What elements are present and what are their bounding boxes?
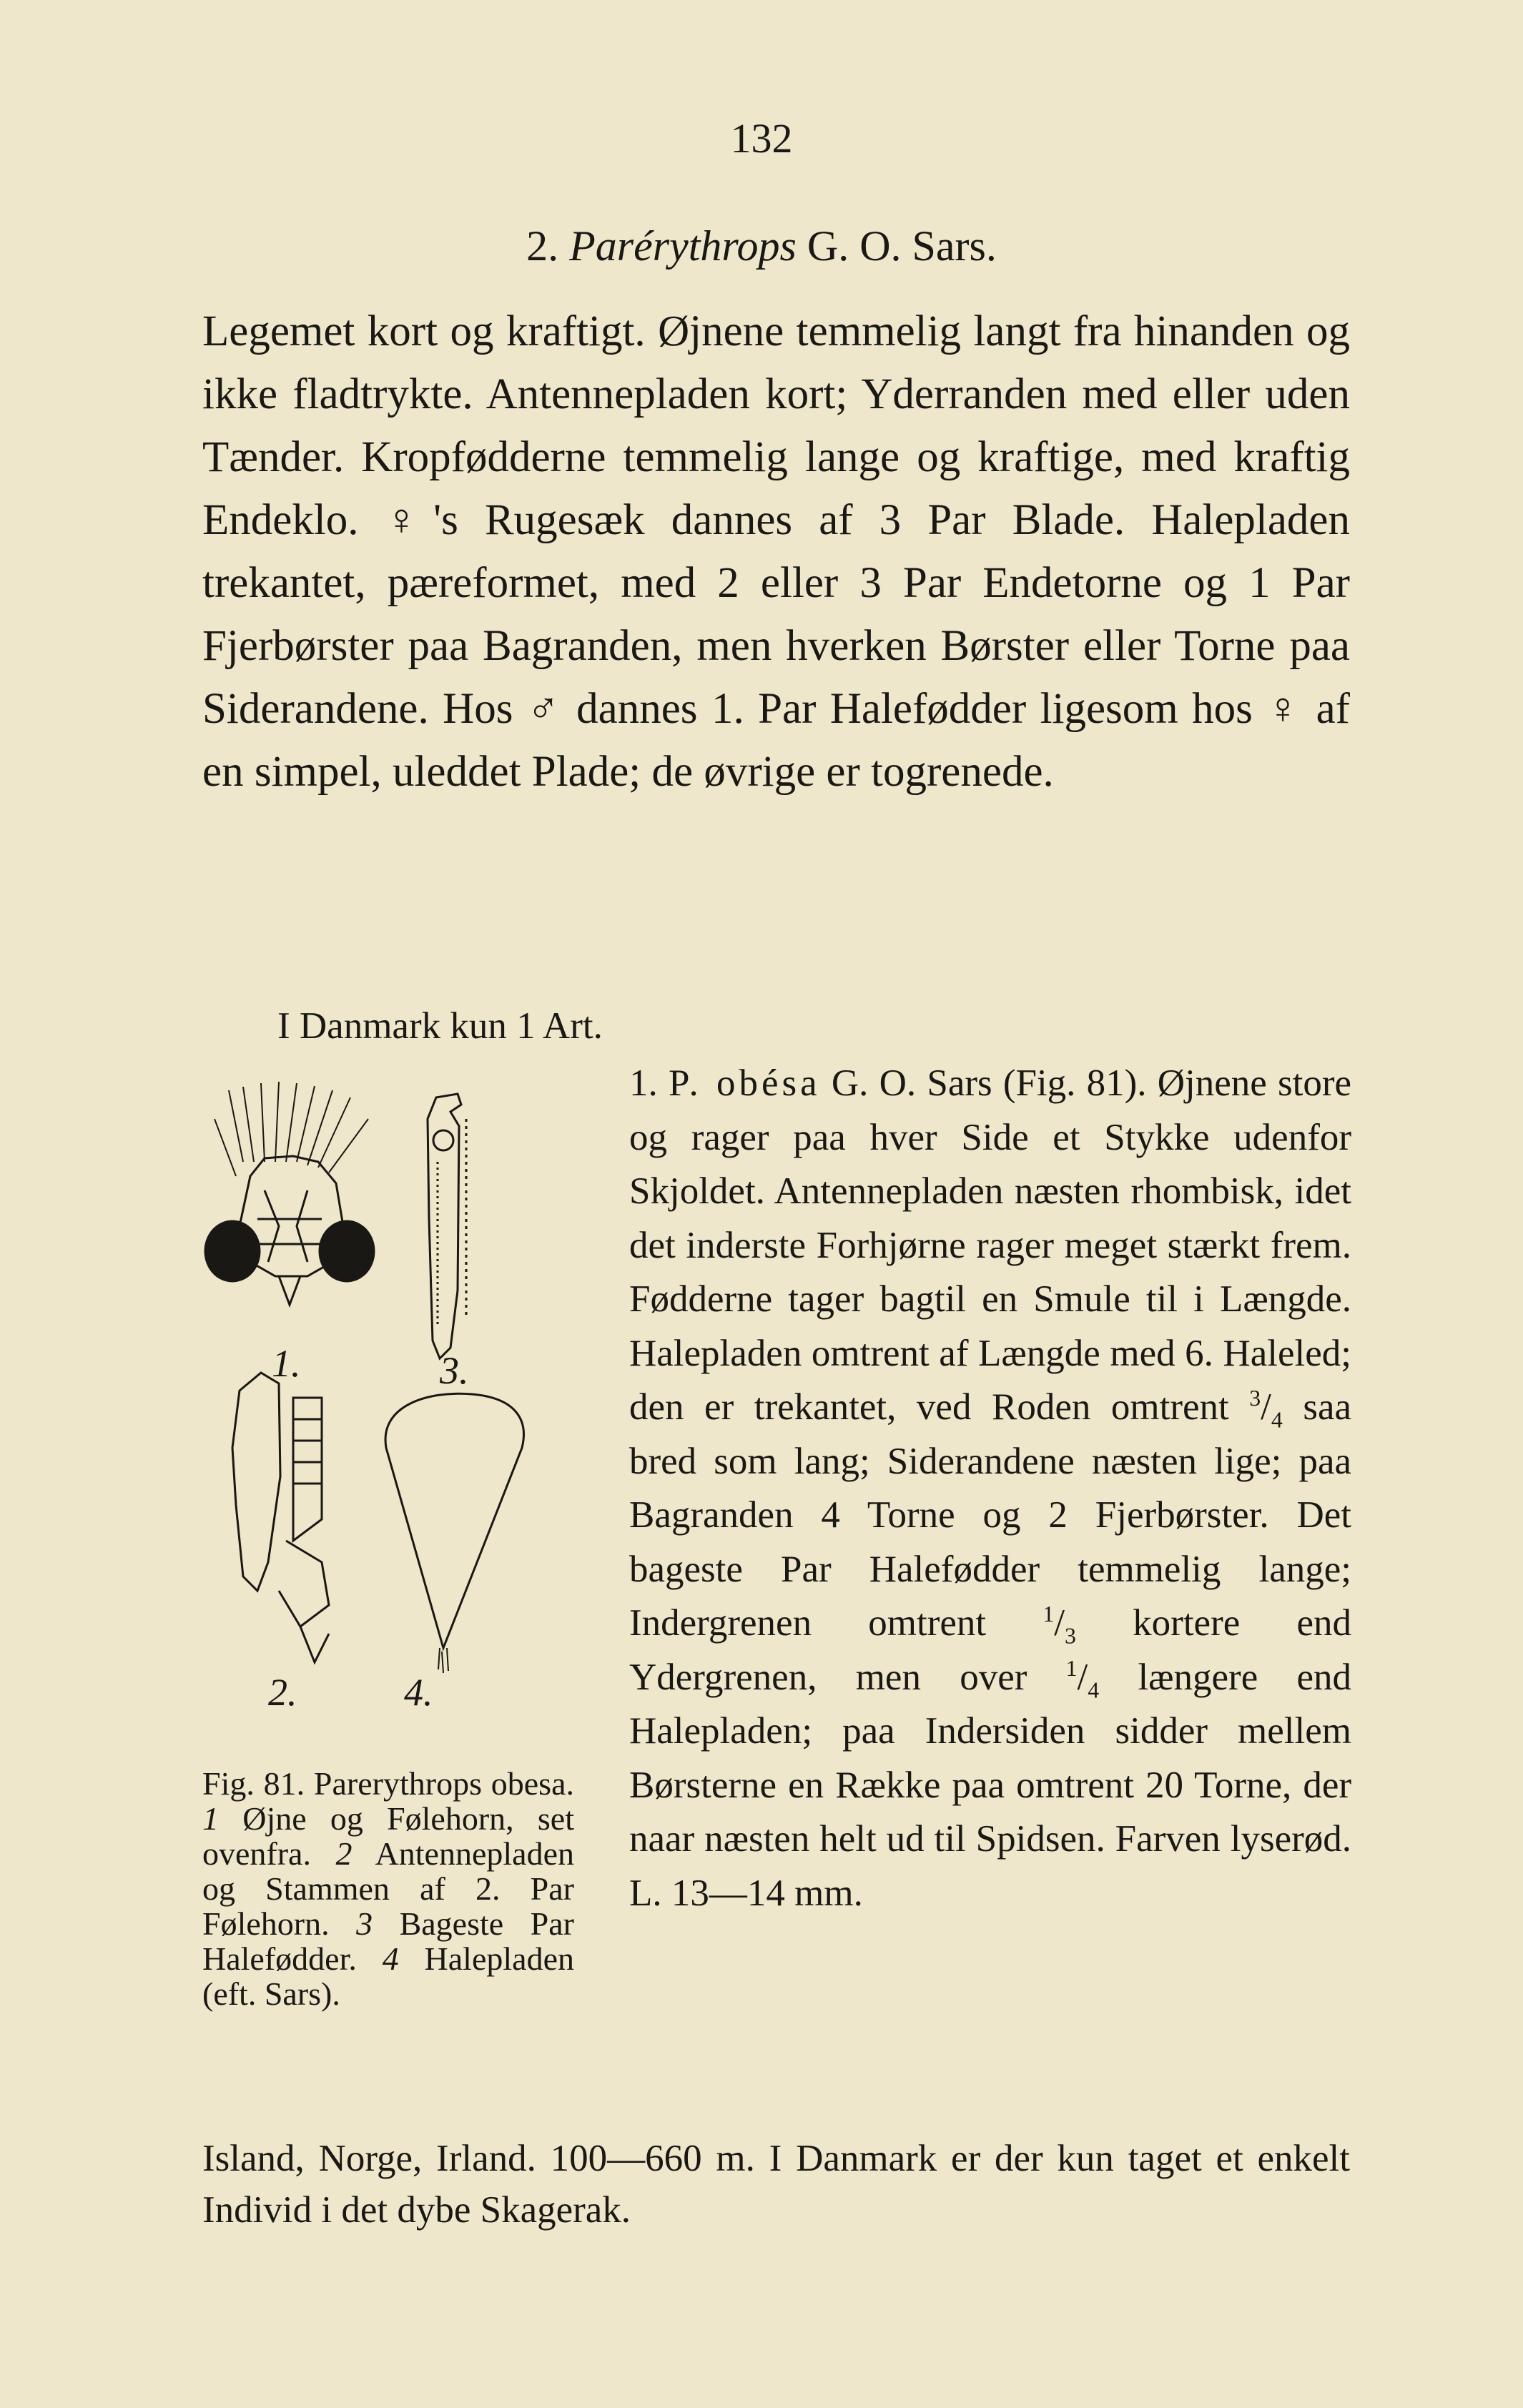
caption-num-2: 2 xyxy=(335,1835,353,1872)
fig-part-4-telson xyxy=(385,1393,523,1673)
species-name: P. obésa xyxy=(668,1062,821,1104)
species-number: 1. xyxy=(629,1062,658,1104)
genus-author: G. O. Sars. xyxy=(807,222,997,270)
fraction-b-den: 3 xyxy=(1065,1623,1076,1649)
caption-num-1: 1 xyxy=(202,1800,219,1837)
fig-label-4: 4. xyxy=(404,1671,433,1714)
genus-description-text: Legemet kort og kraftigt. Øjnene temmelig langt fra hinanden og ikke fladtrykte. Antennepladen kort; Yderranden med eller uden Tænder. Kropfødderne temmelig lange og kraftige, med kraftig Endeklo. ♀'s Rugesæk dannes af 3 Par Blade. Halepladen trekantet, pæreformet, med 2 eller 3 Par Endetorne og 1 Par Fjerbørster paa Bagranden, men hverken Børster eller Torne paa Siderandene. Hos ♂ dannes 1. Par Halefødder ligesom hos ♀ af en simpel, uleddet Plade; de øvrige er togrenede. xyxy=(202,307,1350,796)
genus-description xyxy=(202,300,1350,804)
denmark-count: I Danmark kun 1 Art. xyxy=(277,1005,603,1047)
fraction-b-num: 1 xyxy=(1043,1601,1055,1627)
fraction-c-den: 4 xyxy=(1088,1677,1100,1703)
species-ref: G. O. Sars (Fig. 81). xyxy=(831,1062,1147,1104)
fig-part-3-tail-appendages xyxy=(428,1094,466,1358)
distribution-text: Island, Norge, Irland. 100—660 m. I Danmark er der kun taget et enkelt Individ i det dybe Skagerak. xyxy=(202,2138,1350,2231)
caption-text-4: Halepladen (eft. Sars). xyxy=(202,1940,574,2012)
fig-label-3: 3. xyxy=(440,1349,469,1392)
species-text-d: længere end Halepladen; paa Indersiden sidder mellem Børsterne en Række paa omtrent 20 Torne, der naar næsten helt ud til Spidsen. Farven lyserød. L. 13—14 mm. xyxy=(629,1656,1352,1914)
genus-heading xyxy=(0,222,1523,271)
fig-label-1: 1. xyxy=(272,1342,301,1385)
caption-text-3: Bageste Par Halefødder. xyxy=(202,1905,574,1977)
fig-part-1-eyes-antennae xyxy=(205,1082,374,1305)
fig-part-2-antennal-scale xyxy=(232,1373,329,1662)
caption-num-3: 3 xyxy=(356,1905,373,1942)
fraction-a-den: 4 xyxy=(1271,1407,1283,1433)
species-text-c: kortere end Ydergrenen, men over xyxy=(629,1602,1351,1698)
species-text-b: saa bred som lang; Siderandene næsten lige; paa Bagranden 4 Torne og 2 Fjerbørster. Det bageste Par Halefødder temmelig lange; Indergrenen omtrent xyxy=(629,1386,1352,1644)
caption-num-4: 4 xyxy=(382,1940,399,1977)
fraction-a-num: 3 xyxy=(1249,1385,1261,1411)
species-text-a: Øjnene store og rager paa hver Side et Stykke udenfor Skjoldet. Antennepladen næsten rhombisk, idet det inderste Forhjørne rager meget stærkt frem. Fødderne tager bagtil en Smule til i Længde. Halepladen omtrent af Længde med 6. Haleled; den er trekantet, ved Roden omtrent xyxy=(629,1062,1352,1428)
figure-81-illustration xyxy=(200,1076,601,1741)
genus-number: 2. xyxy=(526,222,559,270)
fig-label-2: 2. xyxy=(268,1671,297,1714)
caption-title: Fig. 81. Parerythrops obesa. xyxy=(202,1765,574,1802)
genus-name: Parérythrops xyxy=(569,222,797,270)
species-description: 1. P. obésa G. O. Sars (Fig. 81). Øjnene store og rager paa hver Side et Stykke udenfor Skjoldet. Antennepladen næsten rhombisk, idet det inderste Forhjørne rager meget stærkt frem. Fødderne tager bagtil en Smule til i Længde. Halepladen omtrent af Længde med 6. Haleled; den er trekantet, ved Roden omtrent $^3/_4$ saa bred som lang; Siderandene næsten lige; paa Bagranden 4 Torne og 2 Fjerbørster. Det bageste Par Halefødder temmelig lange; Indergrenen omtrent $^1/_3$ kortere end Ydergrenen, men over $^1/_4$ længere end Halepladen; paa Indersiden sidder mellem Børsterne en Række paa omtrent 20 Torne, der naar næsten helt ud til Spidsen. Farven lyserød. L. 13—14 mm. xyxy=(629,1062,1352,1914)
caption-text-1: Øjne og Følehorn, set ovenfra. xyxy=(202,1800,574,1872)
fraction-c-num: 1 xyxy=(1065,1655,1078,1681)
page-number: 132 xyxy=(730,115,793,162)
caption-text-2: Antennepladen og Stammen af 2. Par Følehorn. xyxy=(202,1835,574,1942)
figure-caption xyxy=(202,1766,574,2011)
